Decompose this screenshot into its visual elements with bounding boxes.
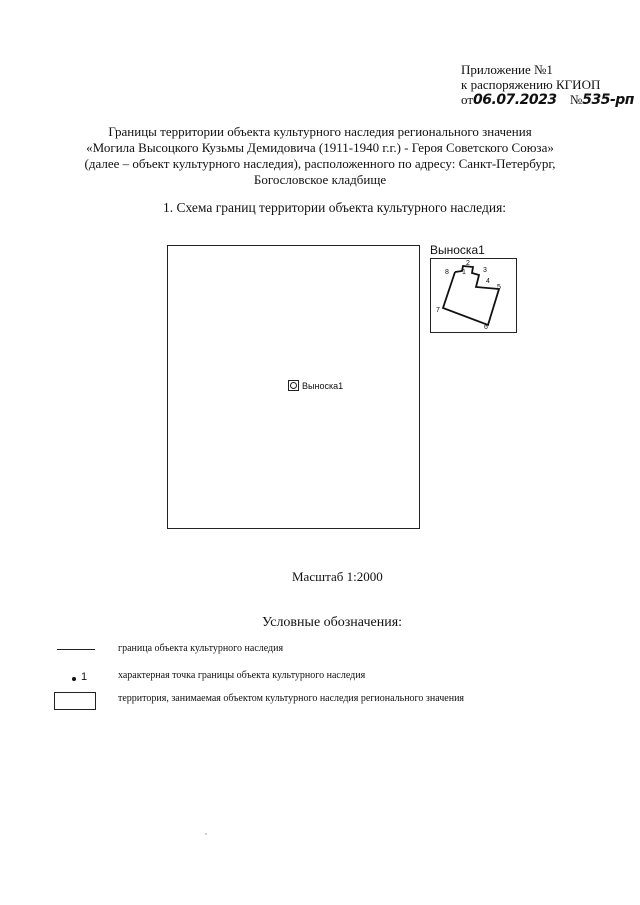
point-label-6: 6	[484, 324, 488, 331]
point-label-8: 8	[445, 269, 449, 276]
legend-point-symbol	[72, 677, 76, 681]
point-label-4: 4	[486, 278, 490, 285]
legend-title: Условные обозначения:	[262, 615, 403, 630]
legend-item-territory: территория, занимаемая объектом культурного наследия регионального значения	[118, 693, 465, 704]
legend-point-number: 1	[81, 671, 88, 683]
appendix-header	[461, 62, 634, 108]
callout-title: Выноска1	[430, 243, 485, 257]
appendix-date-line	[461, 92, 634, 108]
appendix-order: к распоряжению КГИОП	[461, 77, 601, 92]
callout-frame	[430, 258, 517, 333]
legend-item-point: характерная точка границы объекта культурного наследия	[118, 670, 366, 681]
callout-marker-icon	[288, 380, 299, 391]
point-label-5: 5	[497, 284, 501, 291]
callout-reference	[288, 380, 343, 391]
callout-boundary-drawing	[431, 259, 516, 332]
handwritten-date: 06.07.2023	[473, 92, 557, 108]
legend-boundary-line-symbol	[57, 649, 95, 650]
title-line-3: (далее – объект культурного наследия), расположенного по адресу: Санкт-Петербург,	[84, 156, 556, 171]
document-title	[60, 124, 580, 188]
map-scale: Масштаб 1:2000	[292, 569, 383, 584]
date-prefix: от	[461, 92, 474, 107]
appendix-number: Приложение №1	[461, 62, 553, 77]
title-line-4: Богословское кладбище	[253, 172, 387, 187]
callout-reference-label: Выноска1	[302, 380, 344, 391]
boundary-line	[443, 266, 499, 325]
point-label-1: 1	[462, 269, 466, 276]
handwritten-number: 535-рп	[582, 92, 634, 108]
title-line-2: «Могила Высоцкого Кузьмы Демидовича (1911-1940 г.г.) - Героя Советского Союза»	[86, 140, 554, 155]
scan-speck	[205, 833, 207, 835]
point-label-2: 2	[466, 260, 470, 267]
title-line-1: Границы территории объекта культурного наследия регионального значения	[108, 124, 532, 139]
legend-territory-symbol	[54, 692, 96, 710]
number-prefix: №	[569, 92, 583, 107]
point-label-3: 3	[483, 267, 487, 274]
legend-item-boundary: граница объекта культурного наследия	[118, 643, 284, 654]
section-heading: 1. Схема границ территории объекта культурного наследия:	[163, 200, 507, 215]
point-label-7: 7	[436, 307, 440, 314]
